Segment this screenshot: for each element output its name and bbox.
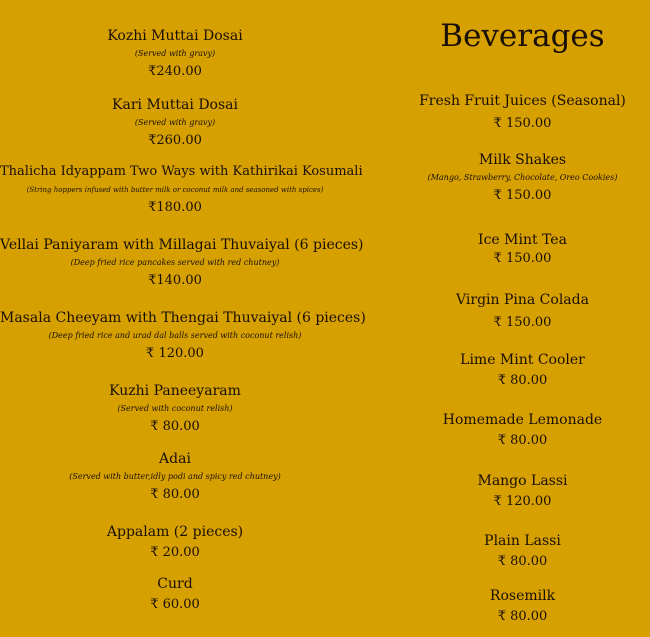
item-price: ₹140.00 [148, 273, 202, 288]
item-name: Ice Mint Tea [478, 232, 567, 248]
item-name: Kozhi Muttai Dosai [107, 28, 243, 44]
item-name: Virgin Pina Colada [456, 292, 589, 308]
item-description: (Deep fried rice and urad dal balls served with coconut relish) [48, 331, 302, 340]
beverage-item [395, 532, 650, 570]
menu-item [0, 96, 350, 149]
item-price: ₹180.00 [148, 200, 202, 215]
item-price: ₹ 150.00 [493, 315, 552, 330]
beverage-item [395, 472, 650, 510]
item-price: ₹ 80.00 [150, 419, 200, 434]
item-price: ₹ 80.00 [150, 487, 200, 502]
item-name: Homemade Lemonade [442, 412, 603, 428]
beverage-item [395, 587, 650, 625]
menu-item [0, 575, 350, 613]
beverage-item [395, 231, 650, 267]
item-description: (Served with gravy) [134, 49, 216, 58]
item-description: (Deep fried rice pancakes served with red chutney) [70, 258, 280, 267]
item-name: Adai [159, 451, 191, 467]
item-description: (Served with coconut relish) [117, 404, 233, 413]
beverages-heading: Beverages [440, 18, 605, 54]
item-name: Thalicha Idyappam Two Ways with Kathirikai Kosumali [0, 164, 363, 179]
item-name: Plain Lassi [484, 533, 561, 549]
menu-item [0, 450, 350, 503]
beverage-item [395, 151, 650, 204]
item-price: ₹ 60.00 [150, 597, 200, 612]
item-price: ₹ 120.00 [146, 346, 204, 361]
item-description: (String hoppers infused with butter milk or coconut milk and seasoned with spices) [26, 186, 324, 194]
item-name: Masala Cheeyam with Thengai Thuvaiyal (6 pieces) [0, 310, 366, 326]
item-name: Vellai Paniyaram with Millagai Thuvaiyal (6 pieces) [0, 237, 364, 253]
item-name: Rosemilk [489, 588, 556, 604]
beverage-item [395, 92, 650, 132]
item-price: ₹ 150.00 [493, 188, 552, 203]
item-name: Appalam (2 pieces) [106, 524, 244, 540]
beverage-item [395, 411, 650, 449]
item-name: Mango Lassi [477, 473, 568, 489]
menu-item [0, 163, 363, 216]
beverage-item [395, 291, 650, 331]
item-description: (Mango, Strawberry, Chocolate, Oreo Cookies) [427, 173, 618, 182]
item-name: Milk Shakes [478, 152, 567, 168]
item-name: Kuzhi Paneeyaram [109, 383, 241, 399]
item-price: ₹ 150.00 [493, 251, 552, 266]
item-price: ₹ 80.00 [497, 433, 548, 448]
item-name: Lime Mint Cooler [460, 352, 585, 368]
menu-item [0, 27, 350, 80]
item-name: Fresh Fruit Juices (Seasonal) [419, 93, 626, 109]
item-name: Kari Muttai Dosai [112, 97, 238, 113]
item-price: ₹ 150.00 [493, 116, 552, 131]
beverage-item [395, 351, 650, 389]
item-name: Curd [157, 576, 193, 592]
menu-item [0, 382, 350, 435]
item-price: ₹ 80.00 [497, 609, 548, 624]
item-price: ₹240.00 [148, 64, 202, 79]
item-price: ₹ 20.00 [150, 545, 200, 560]
item-price: ₹260.00 [148, 133, 202, 148]
item-price: ₹ 80.00 [497, 373, 548, 388]
menu-item [0, 236, 364, 289]
item-description: (Served with gravy) [134, 118, 216, 127]
item-price: ₹ 120.00 [493, 494, 552, 509]
menu-item [0, 309, 366, 362]
item-price: ₹ 80.00 [497, 554, 548, 569]
item-description: (Served with butter,idly podi and spicy red chutney) [69, 472, 281, 481]
menu-item [0, 523, 350, 561]
